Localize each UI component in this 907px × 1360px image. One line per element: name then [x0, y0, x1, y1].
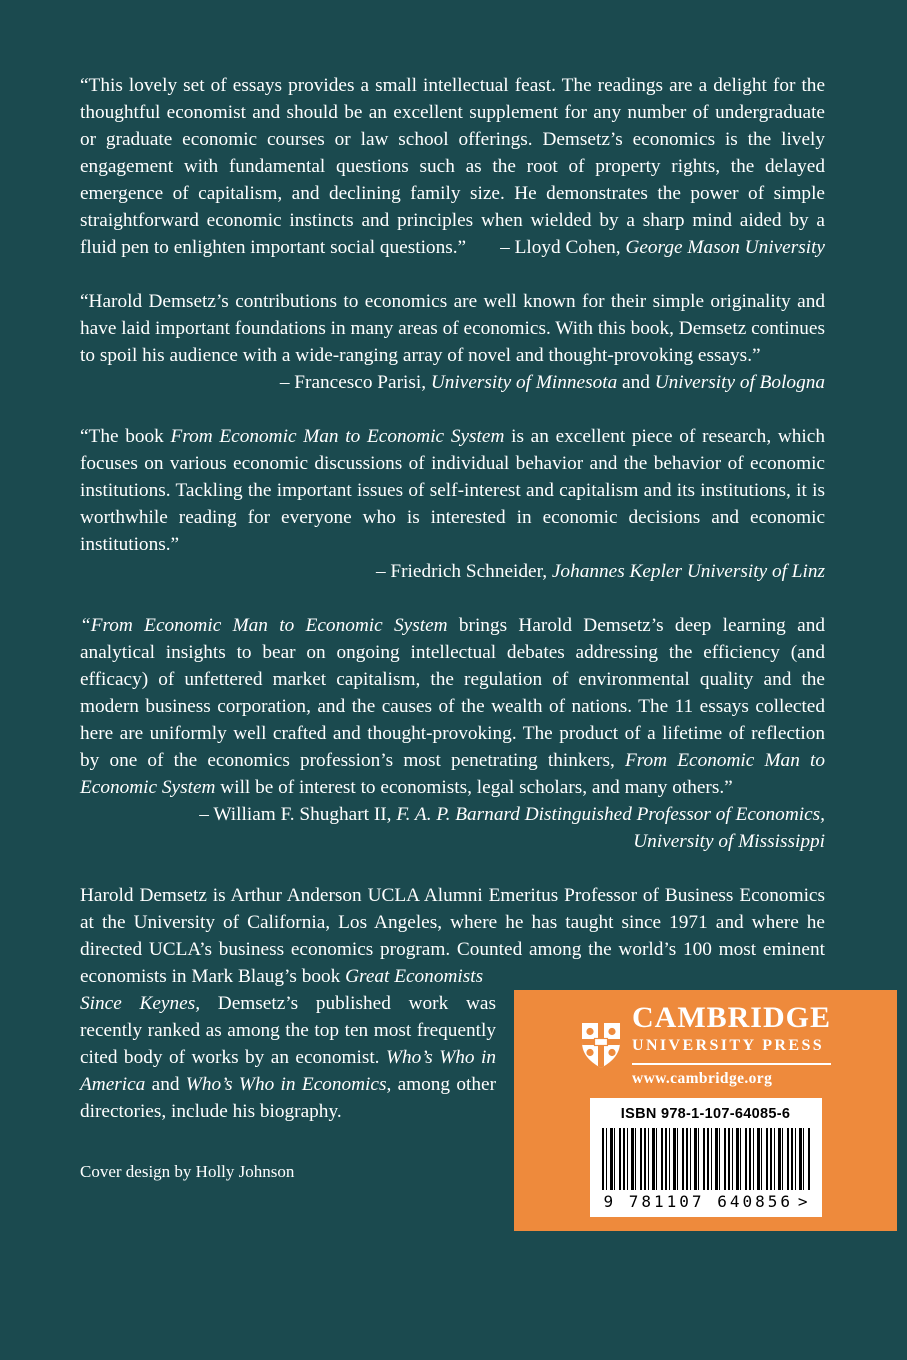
bio-left-column: [80, 990, 514, 1183]
review-quote-3: [80, 423, 825, 585]
quote-body: “From Economic Man to Economic System brings Harold Demsetz’s deep learning and analytical insights to bear on ongoing intellectual debates addressing the efficiency (and efficacy) of unfettered market capitalism, the regulation of environmental quality and the modern business corporation, and the causes of the wealth of nations. The 11 essays collected here are uniformly well crafted and thought-provoking. The product of a lifetime of reflection by one of the economics profession’s most penetrating thinkers, From Economic Man to Economic System will be of interest to economists, legal scholars, and many others.”: [80, 615, 825, 798]
quote-text: [80, 72, 825, 261]
review-quote-1: [80, 72, 825, 261]
publisher-name: CAMBRIDGE: [631, 1001, 831, 1034]
quote-attribution: – Lloyd Cohen, George Mason University: [500, 237, 825, 258]
publisher-panel: [514, 990, 897, 1231]
publisher-subname: UNIVERSITY PRESS: [631, 1037, 825, 1054]
barcode-arrow: >: [797, 1192, 808, 1211]
publisher-logo: [580, 1002, 831, 1088]
bio-and-publisher-row: [80, 990, 897, 1231]
quote-attribution: – Friedrich Schneider, Johannes Kepler University of Linz: [375, 561, 825, 582]
author-bio-text-full-width: Harold Demsetz is Arthur Anderson UCLA Alumni Emeritus Professor of Business Economics at the University of California, Los Angeles, where he has taught since 1971 and where he directed UCLA’s business economics program. Counted among the world’s 100 most eminent economists in Mark Blaug’s book Great Economists: [80, 885, 825, 987]
quote-attribution: – William F. Shughart II, F. A. P. Barnard Distinguished Professor of Economics, University of Mississippi: [199, 804, 825, 852]
review-quote-4: [80, 612, 825, 855]
barcode-number: 9 781107 640856: [603, 1192, 793, 1211]
barcode-icon: [602, 1128, 810, 1190]
author-bio-text-narrow: Since Keynes, Demsetz’s published work was recently ranked as among the top ten most frequently cited body of works by an economist. Who’s Who in America and Who’s Who in Economics, among other directories, include his biography.: [80, 993, 496, 1122]
quote-body: “Harold Demsetz’s contributions to economics are well known for their simple originality and have laid important foundations in many areas of economics. With this book, Demsetz continues to spoil his audience with a wide-ranging array of novel and thought-provoking essays.”: [80, 291, 825, 366]
cover-design-credit: Cover design by Holly Johnson: [80, 1162, 295, 1181]
quote-body: “This lovely set of essays provides a small intellectual feast. The readings are a delight for the thoughtful economist and should be an excellent supplement for any number of undergraduate or graduate economic courses or law school offerings. Demsetz’s economics is the lively engagement with fundamental questions such as the root of property rights, the delayed emergence of capitalism, and declining family size. He demonstrates the power of simple straightforward economic instincts and principles when wielded by a sharp mind aided by a fluid pen to enlighten important social questions.”: [80, 75, 825, 258]
barcode-number-row: [600, 1193, 812, 1211]
isbn-label: ISBN 978-1-107-64085-6: [620, 1106, 791, 1122]
isbn-barcode-box: [590, 1098, 822, 1217]
publisher-website: www.cambridge.org: [631, 1070, 773, 1087]
divider: [632, 1063, 831, 1065]
quote-body: “The book From Economic Man to Economic System is an excellent piece of research, which focuses on various economic discussions of individual behavior and the behavior of economic institutions. Tackling the important issues of self-interest and capitalism and its institutions, it is worthwhile reading for everyone who is interested in economic decisions and economic institutions.”: [80, 426, 825, 555]
review-quote-2: [80, 288, 825, 396]
cambridge-crest-icon: [580, 1021, 622, 1070]
publisher-logo-text: [632, 1002, 831, 1088]
author-bio: [80, 882, 831, 1231]
quote-attribution: – Francesco Parisi, University of Minnesota and University of Bologna: [279, 372, 825, 393]
